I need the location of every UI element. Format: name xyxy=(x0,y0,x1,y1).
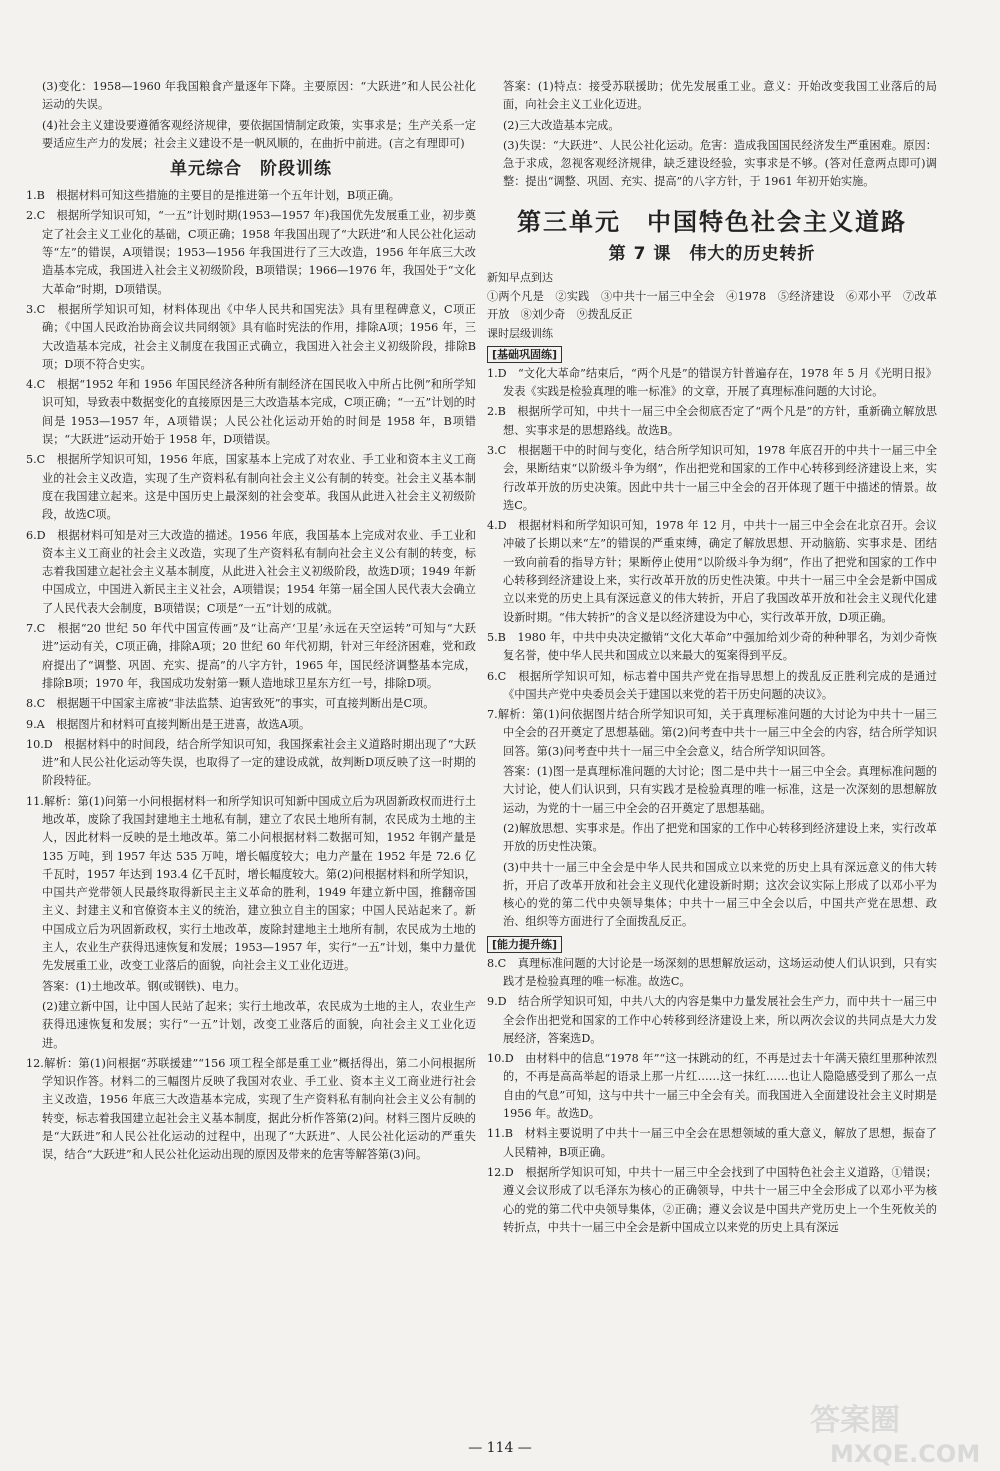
right-question-list xyxy=(487,365,937,932)
question-item: 11.B 材料主要说明了中共十一届三中全会在思想领域的重大意义，解放了思想，振奋了人民精神，B项正确。 xyxy=(487,1127,937,1159)
question-item: 9.D 结合所学知识可知，中共八大的内容是集中力量发展社会生产力，而中共十一届三中全会作出把党和国家的工作中心转移到经济建设上来，所以两次会议的共同点是大力发展经济，答案选D。 xyxy=(487,995,937,1045)
question-item: 1.D “文化大革命”结束后，“两个凡是”的错误方针普遍存在，1978 年 5 月《光明日报》发表《实践是检验真理的唯一标准》的文章，开展了真理标准问题的大讨论。 xyxy=(487,366,937,399)
question-item: 3.C 根据所学知识可知，材料体现出《中华人民共和国宪法》具有里程碑意义，C项正确；《中国人民政治协商会议共同纲领》具有临时宪法的作用，排除A项；1956 年，三大改造基本完成，社会主义制度在我国正式确立，我国进入社会主义初级阶段，排除B项；D项不符合史实。 xyxy=(26,302,476,371)
basic-practice-label: [基础巩固练] xyxy=(487,346,562,363)
page-number: — 114 — xyxy=(468,1440,532,1456)
question-item: 5.C 根据所学知识可知，1956 年底，国家基本上完成了对农业、手工业和资本主义工商业的社会主义改造，实现了生产资料私有制向社会主义公有制的转变。社会主义基本制度在我国建立起来。这是中国历史上最深刻的社会变革。我国从此进入社会主义初级阶段，故选C项。 xyxy=(26,453,476,522)
watermark-logo xyxy=(800,1396,990,1468)
question-item: 6.D 根据材料可知是对三大改造的描述。1956 年底，我国基本上完成对农业、手工业和资本主义工商业的社会主义改造，实现了生产资料私有制向社会主义公有制的转变，标志着我国建立起社会主义基本制度，从此进入社会主义初级阶段，故选D项；1949 年新中国成立，中国进入新民主主义社会，A项错误；1954 年第一届全国人民代表大会确立了人民代表大会制度，B项错误；C项是“一五”计划的成就。 xyxy=(26,528,476,615)
question-item: 10.D 根据材料中的时间段，结合所学知识可知，我国探索社会主义道路时期出现了“大跃进”和人民公社化运动等失误，也取得了一定的建设成就，故判断D项反映了这一时期的阶段特征。 xyxy=(26,737,476,788)
question-item: 2.B 根据所学可知，中共十一届三中全会彻底否定了“两个凡是”的方针，重新确立解放思想、实事求是的思想路线。故选B。 xyxy=(487,405,937,437)
question-item: (2)三大改造基本完成。 xyxy=(503,118,620,132)
question-item: 12.D 根据所学知识可知，中共十一届三中全会找到了中国特色社会主义道路，①错误；遵义会议形成了以毛泽东为核心的正确领导，中共十一届三中全会形成了以邓小平为核心的党的第二代中央领导集体，②正确；遵义会议是中国共产党历史上一个生死攸关的转折点，中共十一届三中全会是新中国成立以来党的历史上具有深远 xyxy=(487,1165,937,1234)
question-item: 4.C 根据“1952 年和 1956 年国民经济各种所有制经济在国民收入中所占比例”和所学知识可知，导致表中数据变化的直接原因是三大改造基本完成，C项正确；“一五”计划的时间是 1953—1957 年，A项错误；人民公社化运动开始的时间是 1958 年，B项错误；“大跃进”运动开始于 1958 年，D项错误。 xyxy=(26,378,476,447)
question-item: 12.解析：第(1)问根据“苏联援建”“156 项工程全部是重工业”概括得出，第二小问根据所学知识作答。材料二的三幅图片反映了我国对农业、手工业、资本主义工商业进行社会主义改造，1956 年底三大改造基本完成，实现了生产资料私有制向社会主义公有制的转变，标志着我国建立起社会主义基本制度，据此分析作答第(2)问。材料三图片反映的是“大跃进”和人民公社化运动的过程中，出现了“大跃进”、人民公社化运动的严重失误，结合“大跃进”和人民公社化运动出现的原因及带来的危害等解答第(3)问。 xyxy=(26,1056,476,1162)
question-item: 7.C 根据“20 世纪 50 年代中国宣传画”及“让高产‘卫星’永远在天空运转”可知与“大跃进”运动有关，C项正确，排除A项；20 世纪 60 年代初期，针对三年经济困难，党和政府提出了“调整、巩固、充实、提高”的八字方针，1965 年，国民经济调整基本完成，排除B项；1970 年，我国成功发射第一颗人造地球卫星东方红一号，排除D项。 xyxy=(26,622,476,690)
question-item: 10.D 由材料中的信息“1978 年”“这一抹跳动的红，不再是过去十年满天猿红里那种浓烈的，不再是高高举起的语录上那一片红……这一抹红……也让人隐隐感受到了那么一点自由的气息”可知，这与中共十一届三中全会有关。而我国进入全面建设社会主义时期是 1956 年。故选D。 xyxy=(487,1052,937,1121)
question-item: 8.C 真理标准问题的大讨论是一场深刻的思想解放运动，这场运动使人们认识到，只有实践才是检验真理的唯一标准。故选C。 xyxy=(487,956,937,988)
question-item: 1.B 根据材料可知这些措施的主要目的是推进第一个五年计划，B项正确。 xyxy=(26,189,400,203)
left-column xyxy=(26,78,476,1167)
question-item: 答案：(1)土地改革。钢(或钢铁)、电力。 xyxy=(42,979,246,993)
question-item: 7.解析：第(1)问依据图片结合所学知识可知，关于真理标准问题的大讨论为中共十一届三中全会的召开奠定了思想基础。第(2)问考查中共十一届三中全会的内容，结合所学知识回答。第(3)问考查中共十一届三中全会意义，结合所学知识回答。 xyxy=(487,708,937,758)
svg-text:MXQE.COM: MXQE.COM xyxy=(830,1440,981,1468)
question-item: 2.C 根据所学知识可知，“一五”计划时期(1953—1957 年)我国优先发展重工业，初步奠定了社会主义工业化的基础，C项正确；1958 年我国出现了“大跃进”和人民公社化运动等“左”的错误，A项错误；1953—1956 年我国进行了三大改造，1956 年年底三大改造基本完成，我国进入社会主义初级阶段，B项错误；1966—1976 年，我国处于“文化大革命”时期，D项错误。 xyxy=(26,209,476,296)
question-item: 9.A 根据图片和材料可直接判断出是王进喜，故选A项。 xyxy=(26,717,311,731)
question-item: 4.D 根据材料和所学知识可知，1978 年 12 月，中共十一届三中全会在北京召开。会议冲破了长期以来“左”的错误的严重束缚，确定了解放思想、开动脑筋、实事求是、团结一致向前看的指导方针；果断停止使用“以阶级斗争为纲”，作出了把党和国家的工作中心转移到经济建设上来，实行改革开放的历史性决策。中共十一届三中全会是新中国成立以来党的历史上具有深远意义的伟大转折，开启了我国改革开放和社会主义现代化建设新时期。“伟大转折”的含义是以经济建设为中心，实行改革开放，D项正确。 xyxy=(487,519,937,624)
question-item: (3)失误：“大跃进”、人民公社化运动。危害：造成我国国民经济发生严重困难。原因：急于求成，忽视客观经济规律，缺乏建设经验，实事求是不够。(答对任意两点即可)调整：提出“调整、巩固、充实、提高”的八字方针，于 1961 年初开始实施。 xyxy=(503,138,937,189)
question-item: 答案：(1)特点：接受苏联援助；优先发展重工业。意义：开始改变我国工业落后的局面，向社会主义工业化迈进。 xyxy=(503,80,937,112)
keypoints-list: ①两个凡是 ②实践 ③中共十一届三中全会 ④1978 ⑤经济建设 ⑥邓小平 ⑦改革开放 ⑧刘少奇 ⑨拨乱反正 xyxy=(487,289,937,321)
question-item: 答案：(1)图一是真理标准问题的大讨论；图二是中共十一届三中全会。真理标准问题的大讨论，使人们认识到，只有实践才是检验真理的唯一标准，这是一次深刻的思想解放运动，为党的十一届三中全会的召开奠定了思想基础。 xyxy=(503,765,937,815)
question-item: 5.B 1980 年，中共中央决定撤销“文化大革命”中强加给刘少奇的种种罪名，为刘少奇恢复名誉，使中华人民共和国成立以来最大的冤案得到平反。 xyxy=(487,630,937,663)
question-item: 8.C 根据题干中国家主席被“非法监禁、迫害致死”的事实，可直接判断出是C项。 xyxy=(26,697,435,711)
answer-line-3: (3)变化：1958—1960 年我国粮食产量逐年下降。主要原因：“大跃进”和人民公社化运动的失误。 xyxy=(42,80,476,112)
section-title: 单元综合 阶段训练 xyxy=(170,159,332,180)
question-item: (2)建立新中国，让中国人民站了起来；实行土地改革，农民成为土地的主人，农业生产获得迅速恢复和发展；实行“一五”计划，改变工业落后的面貌，向社会主义工业化迈进。 xyxy=(42,999,476,1050)
lesson-title: 第 7 课 伟大的历史转折 xyxy=(608,243,816,264)
unit-title: 第三单元 中国特色社会主义道路 xyxy=(517,207,907,236)
ability-practice-label: [能力提升练] xyxy=(487,936,562,953)
question-item: 11.解析：第(1)问第一小问根据材料一和所学知识可知新中国成立后为巩固新政权而进行土地改革，废除了我国封建地主土地私有制，建立了农民土地所有制，农民成为土地的主人，因此材料一反映的是土地改革。第二小问根据材料二数据可知，1952 年钢产量是 135 万吨，到 1957 年达 535 万吨，增长幅度较大；电力产量在 1952 年是 72.6 亿千瓦时，1957 年达到 193.4 亿千瓦时，增长幅度较大。第(2)问根据材料和所学知识，中国共产党带领人民最终取得新民主主义革命的胜利，1949 年建立新中国，推翻帝国主义、封建主义和官僚资本主义的统治，建立独立自主的国家；中国人民站起来了。新中国成立后为巩固新政权，实行土地改革，废除封建地主土地所有制，农民成为土地的主人，农业生产获得迅速恢复和发展；1953—1957 年，实行“一五”计划，集中力量优先发展重工业，改变工业落后的面貌，向社会主义工业化迈进。 xyxy=(26,794,476,973)
new-knowledge-label: 新知早点到达 xyxy=(487,270,553,284)
question-item: (3)中共十一届三中全会是中华人民共和国成立以来党的历史上具有深远意义的伟大转折，开启了改革开放和社会主义现代化建设新时期；这次会议实际上形成了以邓小平为核心的党的第二代中央领导集体；中共十一届三中全会以后，中国共产党在思想、政治、组织等方面进行了全面拨乱反正。 xyxy=(503,860,937,929)
right-top-answers xyxy=(487,78,937,192)
question-item: 6.C 根据所学知识可知，标志着中国共产党在指导思想上的拨乱反正胜利完成的是通过《中国共产党中央委员会关于建国以来党的若干历史问题的决议》。 xyxy=(487,669,937,701)
left-question-list xyxy=(26,187,476,1164)
ability-question-list xyxy=(487,955,937,1237)
svg-text:答案圈: 答案圈 xyxy=(810,1403,900,1438)
answer-line-4: (4)社会主义建设要遵循客观经济规律，要依据国情制定政策，实事求是；生产关系一定要适应生产力的发展；社会主义建设不是一帆风顺的，在曲折中前进。(言之有理即可) xyxy=(42,118,476,150)
right-column xyxy=(487,78,937,1239)
hour-training-label: 课时层级训练 xyxy=(487,326,553,340)
question-item: 3.C 根据题干中的时间与变化，结合所学知识可知，1978 年底召开的中共十一届三中全会，果断结束“以阶级斗争为纲”，作出把党和国家的工作中心转移到经济建设上来，实行改革开放的历史决策。因此中共十一届三中全会的召开体现了题干中描述的情景。故选C。 xyxy=(487,443,937,512)
question-item: (2)解放思想、实事求是。作出了把党和国家的工作中心转移到经济建设上来，实行改革开放的历史性决策。 xyxy=(503,821,937,854)
